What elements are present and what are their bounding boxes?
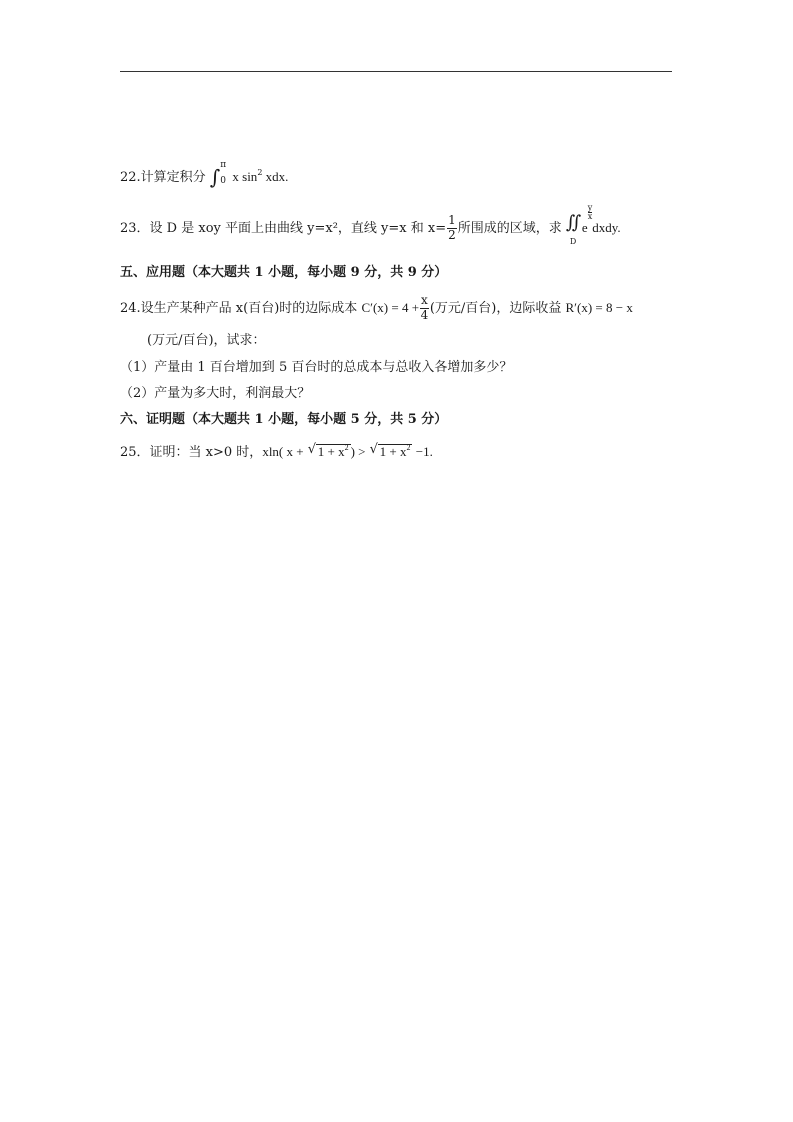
q24-fraction bbox=[420, 294, 429, 323]
q25-label: 25．证明：当 x>0 时， bbox=[120, 445, 263, 460]
question-25 bbox=[120, 444, 433, 459]
marginal-cost: C′(x) = 4 + bbox=[361, 299, 420, 315]
question-22 bbox=[120, 159, 289, 189]
fraction-denominator: 2 bbox=[448, 227, 456, 242]
radical-sign: √ bbox=[369, 442, 378, 457]
q22-integrand: x sin bbox=[232, 169, 258, 184]
exp-base: e bbox=[581, 219, 588, 235]
fraction-numerator: x bbox=[421, 293, 428, 307]
q25-mid: ) > bbox=[350, 444, 366, 459]
radical-sign: √ bbox=[307, 442, 317, 457]
q24-text-a: 24.设生产某种产品 x(百台)时的边际成本 bbox=[120, 300, 358, 316]
radicand-power: 2 bbox=[344, 443, 349, 452]
question-23 bbox=[120, 203, 621, 247]
exponent-denominator: x bbox=[587, 212, 593, 221]
integral-sign: ∫ bbox=[209, 165, 221, 189]
fraction-numerator: 1 bbox=[448, 213, 456, 227]
q22-power: 2 bbox=[257, 168, 263, 177]
q24-text-b: (万元/百台)，边际收益 bbox=[429, 300, 562, 316]
lower-limit: 0 bbox=[220, 175, 226, 186]
radicand-text: 1 + x bbox=[317, 444, 345, 459]
double-integral bbox=[565, 212, 582, 247]
q22-label: 22.计算定积分 bbox=[120, 170, 206, 185]
q23-label: 23．设 D 是 xoy 平面上由曲线 y=x²，直线 y=x 和 x= bbox=[120, 220, 447, 236]
integral-limits bbox=[220, 159, 228, 187]
q25-lhs: xln( x + bbox=[262, 444, 304, 459]
q24-part-2: （2）产量为多大时，利润最大？ bbox=[120, 386, 311, 401]
exponent-numerator: y bbox=[587, 203, 593, 212]
q23-fraction bbox=[447, 214, 457, 243]
section-5-heading: 五、应用题（本大题共 1 小题，每小题 9 分，共 9 分） bbox=[120, 265, 448, 280]
exponent-fraction bbox=[588, 204, 593, 221]
double-integral-sign: ∬ bbox=[565, 212, 582, 234]
upper-limit: π bbox=[220, 159, 227, 170]
q24-part-1: （1）产量由 1 百台增加到 5 百台时的总成本与总收入各增加多少？ bbox=[120, 360, 513, 375]
question-24 bbox=[120, 294, 633, 323]
radicand-text: 1 + x bbox=[379, 444, 407, 459]
fraction-denominator: 4 bbox=[420, 307, 429, 322]
radicand bbox=[316, 444, 351, 459]
q23-mid: 所围成的区域，求 bbox=[457, 220, 562, 236]
section-6-heading: 六、证明题（本大题共 1 小题，每小题 5 分，共 5 分） bbox=[120, 412, 448, 427]
q25-tail: −1. bbox=[412, 444, 433, 459]
radicand bbox=[378, 444, 413, 459]
sqrt-1 bbox=[308, 444, 351, 459]
q22-integrand-tail: xdx. bbox=[262, 169, 289, 184]
marginal-revenue: R′(x) = 8 − x bbox=[565, 299, 633, 315]
header-rule bbox=[120, 71, 672, 72]
integral-region: D bbox=[569, 237, 577, 247]
sqrt-2 bbox=[370, 444, 413, 459]
q23-tail: dxdy. bbox=[592, 219, 621, 235]
q24-line-2: (万元/百台)，试求： bbox=[147, 333, 266, 348]
radicand-power: 2 bbox=[406, 443, 411, 452]
